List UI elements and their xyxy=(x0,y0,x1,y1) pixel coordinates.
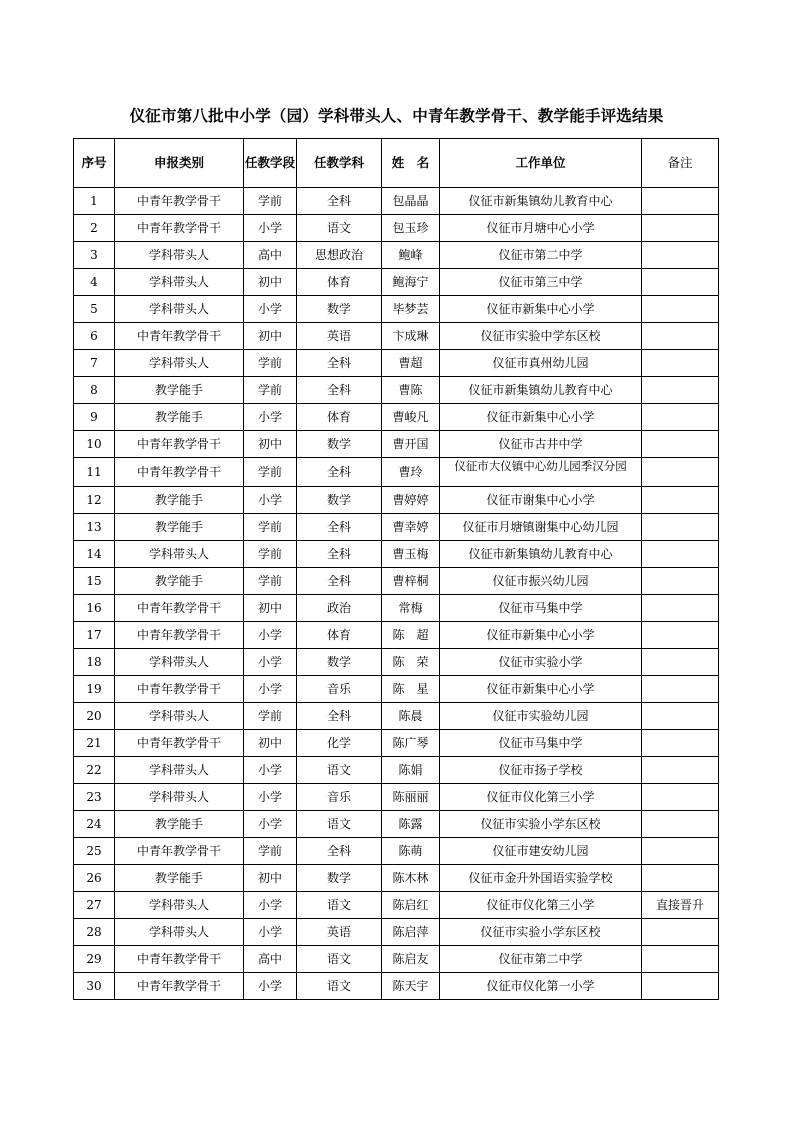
cell-stage: 学前 xyxy=(244,458,297,487)
cell-name: 陈晨 xyxy=(382,703,440,730)
cell-subject: 语文 xyxy=(297,892,382,919)
cell-subject: 体育 xyxy=(297,269,382,296)
table-row xyxy=(74,568,719,595)
table-row xyxy=(74,838,719,865)
cell-stage: 小学 xyxy=(244,811,297,838)
cell-name: 陈 星 xyxy=(382,676,440,703)
cell-category: 学科带头人 xyxy=(115,296,244,323)
table-row xyxy=(74,404,719,431)
cell-unit: 仪征市仪化第一小学 xyxy=(440,973,642,1000)
table-row xyxy=(74,431,719,458)
table-row xyxy=(74,541,719,568)
cell-subject: 体育 xyxy=(297,622,382,649)
cell-stage: 学前 xyxy=(244,514,297,541)
cell-subject: 体育 xyxy=(297,404,382,431)
cell-subject: 全科 xyxy=(297,703,382,730)
cell-name: 卞成琳 xyxy=(382,323,440,350)
cell-name: 曹玲 xyxy=(382,458,440,487)
cell-remark xyxy=(642,676,719,703)
cell-no: 1 xyxy=(74,188,115,215)
header-unit: 工作单位 xyxy=(440,139,642,188)
cell-no: 22 xyxy=(74,757,115,784)
cell-no: 18 xyxy=(74,649,115,676)
cell-unit: 仪征市月塘镇谢集中心幼儿园 xyxy=(440,514,642,541)
cell-unit: 仪征市月塘中心小学 xyxy=(440,215,642,242)
cell-subject: 数学 xyxy=(297,296,382,323)
cell-remark xyxy=(642,404,719,431)
cell-unit: 仪征市新集中心小学 xyxy=(440,622,642,649)
cell-category: 学科带头人 xyxy=(115,892,244,919)
cell-no: 16 xyxy=(74,595,115,622)
cell-name: 包玉珍 xyxy=(382,215,440,242)
cell-subject: 数学 xyxy=(297,649,382,676)
cell-unit: 仪征市新集中心小学 xyxy=(440,296,642,323)
cell-remark xyxy=(642,350,719,377)
cell-no: 21 xyxy=(74,730,115,757)
cell-stage: 学前 xyxy=(244,703,297,730)
cell-subject: 数学 xyxy=(297,431,382,458)
cell-stage: 学前 xyxy=(244,568,297,595)
cell-no: 11 xyxy=(74,458,115,487)
cell-no: 5 xyxy=(74,296,115,323)
cell-name: 陈娟 xyxy=(382,757,440,784)
cell-stage: 初中 xyxy=(244,730,297,757)
cell-stage: 学前 xyxy=(244,541,297,568)
cell-name: 鲍峰 xyxy=(382,242,440,269)
cell-remark xyxy=(642,487,719,514)
cell-name: 曹陈 xyxy=(382,377,440,404)
cell-unit: 仪征市实验小学东区校 xyxy=(440,919,642,946)
table-row xyxy=(74,215,719,242)
cell-subject: 音乐 xyxy=(297,676,382,703)
cell-unit: 仪征市谢集中心小学 xyxy=(440,487,642,514)
table-row xyxy=(74,487,719,514)
cell-unit: 仪征市真州幼儿园 xyxy=(440,350,642,377)
cell-remark xyxy=(642,377,719,404)
cell-category: 中青年教学骨干 xyxy=(115,730,244,757)
cell-category: 学科带头人 xyxy=(115,649,244,676)
table-row xyxy=(74,649,719,676)
cell-name: 毕梦芸 xyxy=(382,296,440,323)
cell-name: 陈天宇 xyxy=(382,973,440,1000)
cell-no: 23 xyxy=(74,784,115,811)
cell-no: 19 xyxy=(74,676,115,703)
cell-subject: 英语 xyxy=(297,323,382,350)
cell-stage: 小学 xyxy=(244,649,297,676)
cell-category: 中青年教学骨干 xyxy=(115,215,244,242)
cell-remark xyxy=(642,514,719,541)
table-row xyxy=(74,757,719,784)
table-body xyxy=(74,188,719,1000)
cell-subject: 音乐 xyxy=(297,784,382,811)
cell-name: 陈露 xyxy=(382,811,440,838)
cell-category: 学科带头人 xyxy=(115,269,244,296)
cell-no: 24 xyxy=(74,811,115,838)
cell-remark xyxy=(642,296,719,323)
cell-unit: 仪征市实验中学东区校 xyxy=(440,323,642,350)
cell-subject: 全科 xyxy=(297,188,382,215)
table-row xyxy=(74,730,719,757)
results-table xyxy=(73,138,719,1000)
cell-remark xyxy=(642,568,719,595)
cell-remark xyxy=(642,784,719,811)
cell-name: 陈 荣 xyxy=(382,649,440,676)
header-remark: 备注 xyxy=(642,139,719,188)
header-subject: 任教学科 xyxy=(297,139,382,188)
cell-category: 中青年教学骨干 xyxy=(115,323,244,350)
cell-subject: 全科 xyxy=(297,350,382,377)
cell-category: 学科带头人 xyxy=(115,784,244,811)
cell-unit: 仪征市新集镇幼儿教育中心 xyxy=(440,188,642,215)
cell-unit: 仪征市实验幼儿园 xyxy=(440,703,642,730)
cell-unit: 仪征市仪化第三小学 xyxy=(440,892,642,919)
cell-unit: 仪征市新集镇幼儿教育中心 xyxy=(440,541,642,568)
cell-no: 17 xyxy=(74,622,115,649)
cell-remark xyxy=(642,703,719,730)
cell-remark xyxy=(642,215,719,242)
table-row xyxy=(74,676,719,703)
cell-name: 陈启萍 xyxy=(382,919,440,946)
cell-unit: 仪征市第二中学 xyxy=(440,946,642,973)
cell-remark xyxy=(642,269,719,296)
cell-remark xyxy=(642,730,719,757)
cell-category: 学科带头人 xyxy=(115,703,244,730)
cell-no: 30 xyxy=(74,973,115,1000)
cell-category: 教学能手 xyxy=(115,377,244,404)
table-row xyxy=(74,946,719,973)
cell-stage: 小学 xyxy=(244,892,297,919)
cell-stage: 小学 xyxy=(244,296,297,323)
cell-category: 中青年教学骨干 xyxy=(115,973,244,1000)
cell-unit: 仪征市马集中学 xyxy=(440,730,642,757)
cell-unit: 仪征市新集中心小学 xyxy=(440,676,642,703)
cell-subject: 语文 xyxy=(297,973,382,1000)
cell-no: 4 xyxy=(74,269,115,296)
cell-unit: 仪征市仪化第三小学 xyxy=(440,784,642,811)
cell-unit: 仪征市大仪镇中心幼儿园季汉分园 xyxy=(440,458,642,487)
cell-category: 中青年教学骨干 xyxy=(115,431,244,458)
cell-subject: 语文 xyxy=(297,215,382,242)
table-row xyxy=(74,188,719,215)
cell-subject: 化学 xyxy=(297,730,382,757)
cell-stage: 小学 xyxy=(244,215,297,242)
cell-unit: 仪征市第二中学 xyxy=(440,242,642,269)
cell-subject: 英语 xyxy=(297,919,382,946)
table-row xyxy=(74,595,719,622)
header-name: 姓 名 xyxy=(382,139,440,188)
cell-name: 陈广琴 xyxy=(382,730,440,757)
cell-no: 14 xyxy=(74,541,115,568)
table-row xyxy=(74,919,719,946)
cell-category: 教学能手 xyxy=(115,865,244,892)
cell-unit: 仪征市实验小学东区校 xyxy=(440,811,642,838)
cell-subject: 全科 xyxy=(297,514,382,541)
cell-remark xyxy=(642,541,719,568)
cell-subject: 全科 xyxy=(297,541,382,568)
cell-category: 教学能手 xyxy=(115,811,244,838)
cell-category: 学科带头人 xyxy=(115,757,244,784)
cell-no: 3 xyxy=(74,242,115,269)
cell-stage: 初中 xyxy=(244,269,297,296)
table-row xyxy=(74,269,719,296)
cell-name: 常梅 xyxy=(382,595,440,622)
table-row xyxy=(74,703,719,730)
cell-unit: 仪征市实验小学 xyxy=(440,649,642,676)
cell-stage: 初中 xyxy=(244,595,297,622)
cell-name: 曹婷婷 xyxy=(382,487,440,514)
table-row xyxy=(74,892,719,919)
header-stage: 任教学段 xyxy=(244,139,297,188)
table-row xyxy=(74,458,719,487)
cell-remark xyxy=(642,188,719,215)
cell-subject: 语文 xyxy=(297,811,382,838)
cell-no: 6 xyxy=(74,323,115,350)
cell-subject: 数学 xyxy=(297,487,382,514)
cell-no: 10 xyxy=(74,431,115,458)
cell-unit: 仪征市新集镇幼儿教育中心 xyxy=(440,377,642,404)
cell-name: 曹开国 xyxy=(382,431,440,458)
cell-remark xyxy=(642,919,719,946)
cell-unit: 仪征市建安幼儿园 xyxy=(440,838,642,865)
cell-category: 教学能手 xyxy=(115,404,244,431)
cell-name: 曹幸婷 xyxy=(382,514,440,541)
cell-remark xyxy=(642,595,719,622)
cell-stage: 小学 xyxy=(244,487,297,514)
cell-stage: 初中 xyxy=(244,865,297,892)
cell-name: 曹峻凡 xyxy=(382,404,440,431)
cell-remark xyxy=(642,838,719,865)
cell-remark: 直接晋升 xyxy=(642,892,719,919)
cell-remark xyxy=(642,431,719,458)
table-row xyxy=(74,973,719,1000)
table-row xyxy=(74,514,719,541)
cell-category: 教学能手 xyxy=(115,487,244,514)
cell-stage: 学前 xyxy=(244,838,297,865)
table-row xyxy=(74,865,719,892)
cell-remark xyxy=(642,757,719,784)
cell-category: 中青年教学骨干 xyxy=(115,676,244,703)
cell-category: 学科带头人 xyxy=(115,242,244,269)
cell-remark xyxy=(642,811,719,838)
table-row xyxy=(74,242,719,269)
table-row xyxy=(74,811,719,838)
cell-remark xyxy=(642,649,719,676)
cell-name: 陈丽丽 xyxy=(382,784,440,811)
cell-category: 学科带头人 xyxy=(115,541,244,568)
cell-category: 中青年教学骨干 xyxy=(115,946,244,973)
cell-category: 教学能手 xyxy=(115,514,244,541)
cell-no: 13 xyxy=(74,514,115,541)
cell-no: 29 xyxy=(74,946,115,973)
cell-subject: 政治 xyxy=(297,595,382,622)
cell-name: 鲍海宁 xyxy=(382,269,440,296)
table-row xyxy=(74,296,719,323)
cell-name: 曹玉梅 xyxy=(382,541,440,568)
cell-name: 曹超 xyxy=(382,350,440,377)
cell-no: 28 xyxy=(74,919,115,946)
cell-name: 陈 超 xyxy=(382,622,440,649)
cell-remark xyxy=(642,622,719,649)
header-no: 序号 xyxy=(74,139,115,188)
table-row xyxy=(74,784,719,811)
cell-no: 12 xyxy=(74,487,115,514)
cell-no: 25 xyxy=(74,838,115,865)
cell-subject: 全科 xyxy=(297,458,382,487)
cell-subject: 数学 xyxy=(297,865,382,892)
cell-name: 陈启友 xyxy=(382,946,440,973)
cell-subject: 语文 xyxy=(297,757,382,784)
cell-unit: 仪征市金升外国语实验学校 xyxy=(440,865,642,892)
cell-category: 中青年教学骨干 xyxy=(115,838,244,865)
cell-unit: 仪征市振兴幼儿园 xyxy=(440,568,642,595)
cell-category: 中青年教学骨干 xyxy=(115,622,244,649)
cell-stage: 小学 xyxy=(244,676,297,703)
cell-name: 包晶晶 xyxy=(382,188,440,215)
cell-name: 陈木林 xyxy=(382,865,440,892)
table-header-row xyxy=(74,139,719,188)
cell-no: 2 xyxy=(74,215,115,242)
cell-stage: 初中 xyxy=(244,323,297,350)
cell-no: 15 xyxy=(74,568,115,595)
cell-no: 7 xyxy=(74,350,115,377)
cell-category: 学科带头人 xyxy=(115,919,244,946)
header-category: 申报类别 xyxy=(115,139,244,188)
cell-category: 中青年教学骨干 xyxy=(115,595,244,622)
cell-remark xyxy=(642,458,719,487)
cell-stage: 初中 xyxy=(244,431,297,458)
cell-unit: 仪征市新集中心小学 xyxy=(440,404,642,431)
cell-subject: 全科 xyxy=(297,568,382,595)
cell-stage: 学前 xyxy=(244,350,297,377)
cell-stage: 小学 xyxy=(244,919,297,946)
cell-unit: 仪征市扬子学校 xyxy=(440,757,642,784)
cell-category: 学科带头人 xyxy=(115,350,244,377)
table-row xyxy=(74,622,719,649)
cell-subject: 全科 xyxy=(297,377,382,404)
table-row xyxy=(74,323,719,350)
cell-subject: 全科 xyxy=(297,838,382,865)
cell-remark xyxy=(642,865,719,892)
cell-stage: 高中 xyxy=(244,946,297,973)
cell-name: 陈萌 xyxy=(382,838,440,865)
cell-stage: 小学 xyxy=(244,404,297,431)
cell-name: 陈启红 xyxy=(382,892,440,919)
cell-subject: 思想政治 xyxy=(297,242,382,269)
cell-category: 中青年教学骨干 xyxy=(115,458,244,487)
cell-stage: 小学 xyxy=(244,757,297,784)
cell-remark xyxy=(642,323,719,350)
document-title: 仪征市第八批中小学（园）学科带头人、中青年教学骨干、教学能手评选结果 xyxy=(129,106,664,125)
cell-stage: 学前 xyxy=(244,377,297,404)
cell-unit: 仪征市马集中学 xyxy=(440,595,642,622)
cell-stage: 小学 xyxy=(244,973,297,1000)
cell-stage: 小学 xyxy=(244,622,297,649)
cell-unit: 仪征市第三中学 xyxy=(440,269,642,296)
cell-remark xyxy=(642,242,719,269)
table-row xyxy=(74,377,719,404)
cell-unit: 仪征市古井中学 xyxy=(440,431,642,458)
cell-no: 9 xyxy=(74,404,115,431)
cell-category: 教学能手 xyxy=(115,568,244,595)
cell-stage: 学前 xyxy=(244,188,297,215)
cell-category: 中青年教学骨干 xyxy=(115,188,244,215)
cell-no: 27 xyxy=(74,892,115,919)
cell-stage: 小学 xyxy=(244,784,297,811)
table-row xyxy=(74,350,719,377)
cell-remark xyxy=(642,946,719,973)
cell-no: 8 xyxy=(74,377,115,404)
cell-stage: 高中 xyxy=(244,242,297,269)
cell-subject: 语文 xyxy=(297,946,382,973)
cell-no: 26 xyxy=(74,865,115,892)
cell-no: 20 xyxy=(74,703,115,730)
cell-remark xyxy=(642,973,719,1000)
cell-name: 曹梓桐 xyxy=(382,568,440,595)
